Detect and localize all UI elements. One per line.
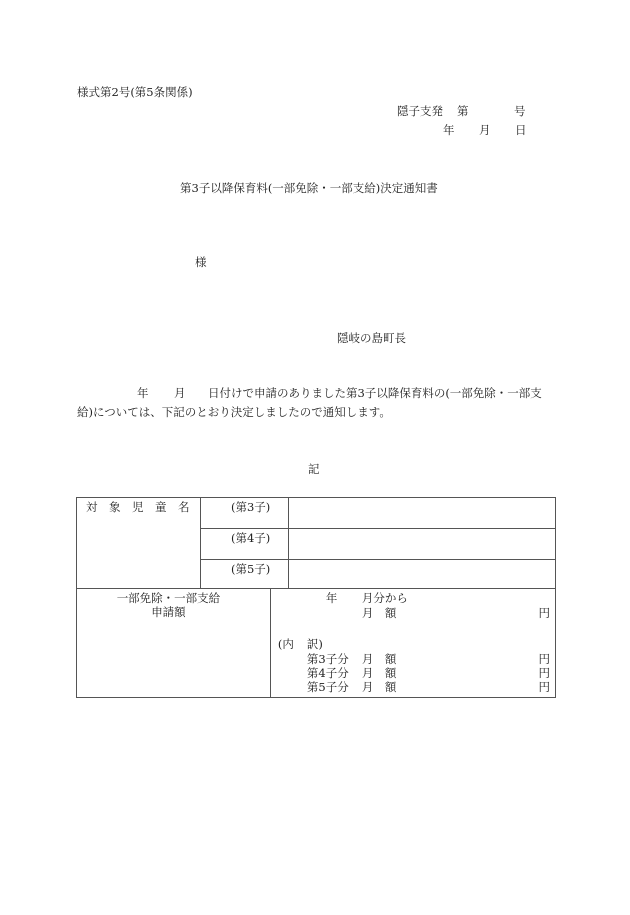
child-name-label-cell: [77, 498, 201, 589]
child-3-name-field[interactable]: [288, 498, 555, 529]
breakdown-close: 訳): [306, 637, 323, 651]
child-label-cell: [200, 498, 288, 529]
document-title: 第3子以降保育料(一部免除・一部支給)決定通知書: [180, 181, 438, 195]
from-month: 月分から: [361, 591, 408, 605]
child-label-cell: [200, 560, 288, 589]
doc-number-dai: 第: [457, 104, 469, 118]
child-3-label: (第3子): [230, 500, 271, 514]
amount-label-line2: 申請額: [151, 605, 186, 619]
date-month: 月: [479, 123, 491, 137]
child-label-cell: [200, 529, 288, 560]
from-year: 年: [325, 591, 338, 605]
breakdown-5-yen: 円: [538, 680, 550, 694]
child-5-name-field[interactable]: [288, 560, 555, 589]
breakdown-5-monthly: 月 額: [361, 680, 397, 694]
breakdown-4-monthly: 月 額: [361, 666, 397, 680]
breakdown-5-label: 第5子分: [306, 680, 349, 694]
child-4-label: (第4子): [230, 531, 271, 545]
child-4-name-field[interactable]: [288, 529, 555, 560]
date-day: 日: [515, 123, 527, 137]
amount-label-line1: 一部免除・一部支給: [116, 591, 221, 605]
total-yen: 円: [538, 606, 550, 620]
body-month: 月: [174, 386, 186, 400]
recipient-suffix: 様: [195, 255, 207, 269]
child-5-label: (第5子): [230, 562, 271, 576]
breakdown-3-label: 第3子分: [306, 652, 349, 666]
amount-detail-cell: [270, 589, 555, 698]
date-year: 年: [443, 123, 455, 137]
body-line1: 日付けで申請のありました第3子以降保育料の(一部免除・一部支: [208, 386, 542, 400]
form-label: 様式第2号(第5条関係): [77, 85, 193, 99]
decision-table: [76, 497, 556, 698]
doc-number-prefix: 隠子支発: [397, 104, 443, 118]
issuer: 隠岐の島町長: [337, 331, 406, 345]
body-year: 年: [137, 386, 149, 400]
breakdown-4-yen: 円: [538, 666, 550, 680]
breakdown-3-yen: 円: [538, 652, 550, 666]
child-name-label: 対 象 児 童 名: [86, 500, 190, 514]
monthly-label: 月 額: [361, 606, 397, 620]
breakdown-4-label: 第4子分: [306, 666, 349, 680]
doc-number-go: 号: [514, 104, 526, 118]
breakdown-open: (内: [277, 637, 294, 651]
breakdown-3-monthly: 月 額: [361, 652, 397, 666]
ki-heading: 記: [308, 462, 320, 476]
body-line2: 給)については、下記のとおり決定しましたので通知します。: [77, 405, 391, 419]
amount-label-cell: [77, 589, 271, 698]
